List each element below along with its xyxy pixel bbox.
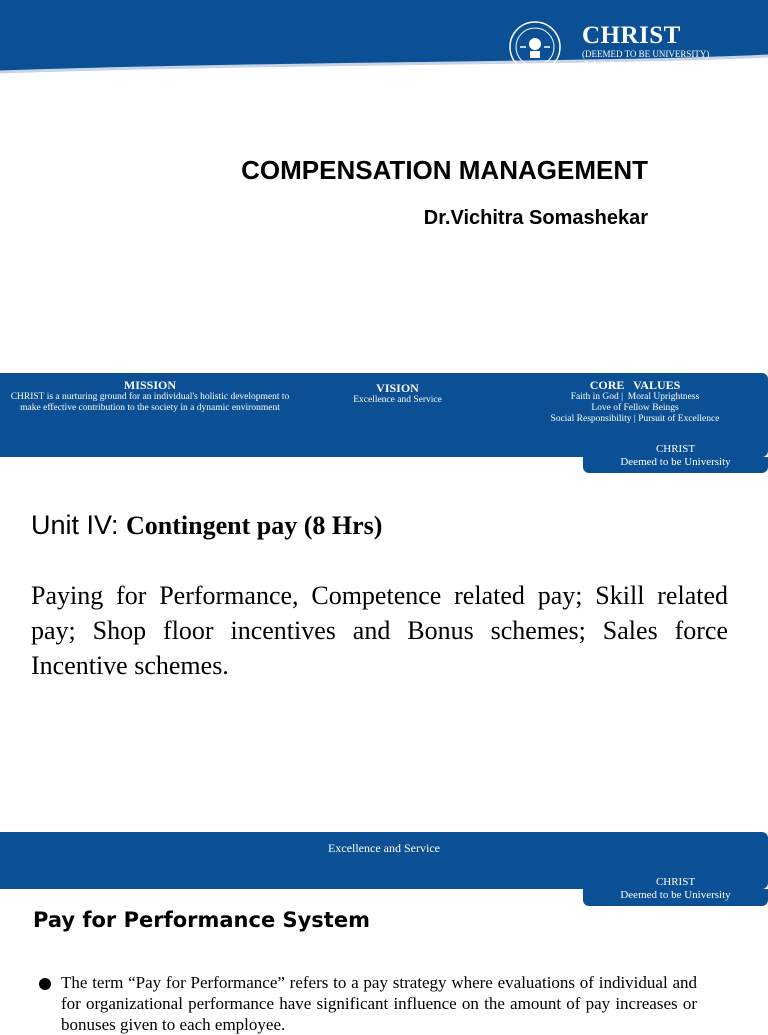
tab-line-christ: CHRIST — [655, 443, 696, 455]
mission-heading: MISSION — [123, 378, 176, 392]
unit-heading — [31, 510, 382, 541]
vision-text: Excellence and Service — [353, 395, 442, 405]
core-values-heading: CORE VALUES — [589, 378, 681, 392]
core-values-block — [520, 378, 750, 425]
university-tab-text — [583, 876, 768, 902]
bullet-icon — [39, 978, 51, 990]
logo-subtitle: (DEEMED TO BE UNIVERSITY) — [582, 49, 710, 59]
tab-line-christ: CHRIST — [655, 876, 696, 888]
bullet-text: The term “Pay for Performance” refers to a pay strategy where evaluations of individual and for organizational performance have significant influence on the amount of pay increases or bonuses given to each employee. — [61, 973, 697, 1034]
core-values-line: Faith in God | Moral Uprightness — [570, 392, 700, 402]
logo-wordmark: CHRIST — [582, 22, 681, 49]
core-values-line: Love of Fellow Beings — [591, 403, 679, 413]
core-values-line: Social Responsibility | Pursuit of Excellence — [550, 414, 720, 424]
vision-block — [320, 381, 475, 406]
section-title: Pay for Performance System — [33, 908, 370, 932]
unit-description: Paying for Performance, Competence related pay; Skill related pay; Shop floor incentives and Bonus schemes; Sales force Incentive schemes. — [31, 581, 728, 680]
footer-band-text: Excellence and Service — [328, 841, 440, 855]
tab-line-deemed: Deemed to be University — [620, 889, 731, 901]
slide-title: COMPENSATION MANAGEMENT — [241, 155, 648, 185]
mission-text: CHRIST is a nurturing ground for an individual's holistic development to make effective contribution to the society in a dynamic environment — [10, 392, 290, 413]
tab-line-deemed: Deemed to be University — [620, 456, 731, 468]
logo-city: BANGALORE · INDIA — [584, 60, 713, 68]
university-seal-icon — [508, 20, 562, 74]
vision-heading: VISION — [376, 381, 419, 395]
unit-title: Contingent pay (8 Hrs) — [126, 511, 383, 540]
unit-label: Unit IV: — [31, 510, 127, 540]
christ-logo — [508, 20, 728, 74]
mission-block — [5, 378, 295, 414]
author-name: Dr.Vichitra Somashekar — [423, 207, 648, 229]
university-tab-text — [583, 443, 768, 469]
